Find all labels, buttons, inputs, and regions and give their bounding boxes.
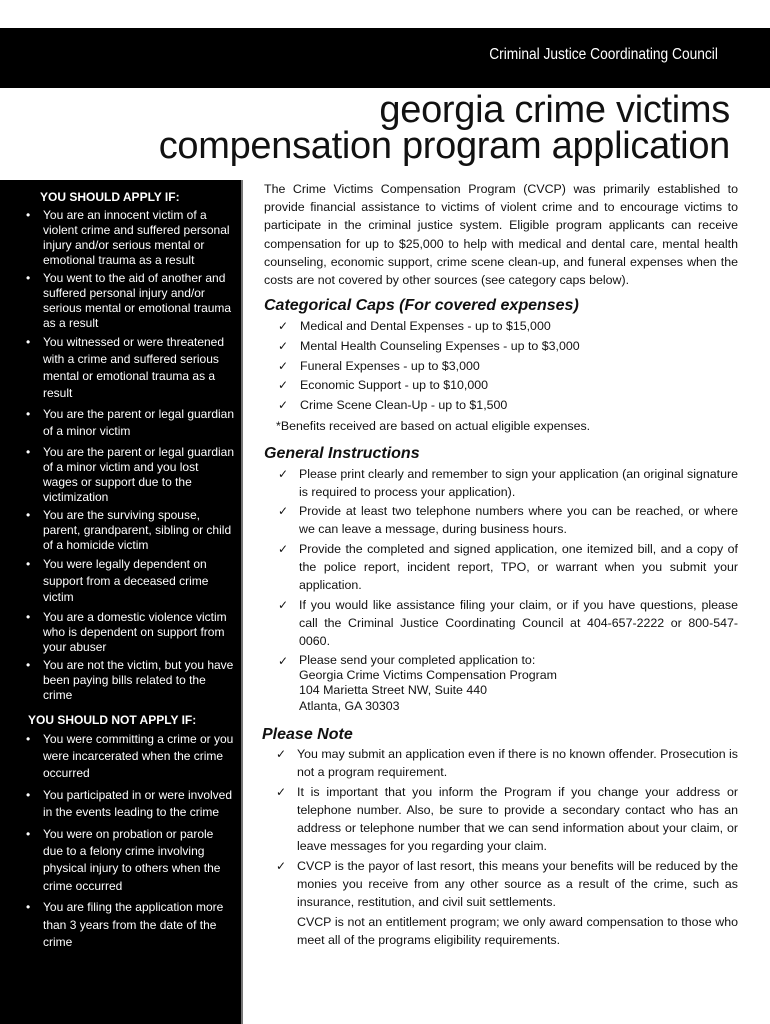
not-apply-item: • You were on probation or parole due to a felony crime involving physical injury to others when the crime occurred: [26, 826, 235, 896]
apply-item: • You are the parent or legal guardian of a minor victim: [26, 406, 235, 440]
please-note-heading: Please Note: [262, 726, 353, 744]
instruction-item: ✓ Please print clearly and remember to sign your application (an original signature is required to process your application).: [278, 466, 738, 502]
instructions-heading: General Instructions: [264, 445, 420, 463]
apply-item: • You went to the aid of another and suffered personal injury and/or serious mental or emotional trauma as a result: [26, 271, 235, 331]
cap-item: ✓ Economic Support - up to $10,000: [278, 376, 738, 396]
eligibility-sidebar: [0, 180, 243, 1024]
apply-item: • You witnessed or were threatened with a crime and suffered serious mental or emotional trauma as a result: [26, 334, 235, 402]
title-line-2: compensation program application: [158, 125, 730, 167]
note-item: ✓ It is important that you inform the Program if you change your address or telephone number. Also, be sure to provide a secondary contact who has an address or telephone number that we can send information about your claim, or leave messages for you regarding your claim.: [276, 784, 738, 856]
apply-list: [0, 208, 241, 703]
note-item: ✓ You may submit an application even if there is no known offender. Prosecution is not a program requirement.: [276, 746, 738, 782]
apply-item: • You are the parent or legal guardian of a minor victim and you lost wages or support due to the victimization: [26, 445, 235, 505]
organization-name: Criminal Justice Coordinating Council: [489, 46, 718, 63]
not-apply-heading: YOU SHOULD NOT APPLY IF:: [28, 712, 197, 727]
cap-item: ✓ Mental Health Counseling Expenses - up to $3,000: [278, 337, 738, 357]
apply-item: • You are not the victim, but you have been paying bills related to the crime: [26, 658, 235, 703]
final-note: CVCP is not an entitlement program; we only award compensation to those who meet all of the programs eligibility requirements.: [297, 914, 738, 947]
not-apply-item: • You were committing a crime or you were incarcerated when the crime occurred: [26, 731, 235, 783]
instruction-item: ✓ If you would like assistance filing your claim, or if you have questions, please call the Criminal Justice Coordinating Council at 404-657-2222 or 800-547-0060.: [278, 597, 738, 651]
instruction-item-send: [278, 653, 738, 715]
cap-item: ✓ Medical and Dental Expenses - up to $15,000: [278, 317, 738, 337]
title-line-1: georgia crime victims: [379, 89, 730, 131]
not-apply-item: • You participated in or were involved in the events leading to the crime: [26, 787, 235, 822]
address-line-1: Georgia Crime Victims Compensation Program: [299, 668, 558, 683]
main-content: [264, 180, 738, 949]
instructions-list: [264, 466, 738, 715]
page-title: [158, 89, 730, 167]
caps-heading: Categorical Caps (For covered expenses): [264, 297, 579, 315]
instruction-item: ✓ Provide the completed and signed application, one itemized bill, and a copy of the police report, incident report, TPO, or warrant when you submit your application.: [278, 541, 738, 595]
header-bar: [0, 28, 770, 88]
note-item: ✓ CVCP is the payor of last resort, this means your benefits will be reduced by the monies you receive from any other source as a result of the crime, such as insurance, restitution, and civil suit settlements.: [276, 858, 738, 912]
apply-item: • You are an innocent victim of a violent crime and suffered personal injury and/or serious mental or emotional trauma as a result: [26, 208, 235, 268]
apply-item: • You are the surviving spouse, parent, grandparent, sibling or child of a homicide victim: [26, 508, 235, 553]
cap-item: ✓ Crime Scene Clean-Up - up to $1,500: [278, 396, 738, 416]
apply-item: • You are a domestic violence victim who is dependent on support from your abuser: [26, 610, 235, 655]
caps-list: [264, 317, 738, 415]
intro-paragraph: The Crime Victims Compensation Program (CVCP) was primarily established to provide financial assistance to victims of violent crime and to encourage victims to participate in the criminal justice system. Eligible program applicants can receive compensation for up to $25,000 to help with medical and dental care, mental health counseling, economic support, crime scene clean-up, and funeral expenses when the costs are not covered by other sources (see category caps below).: [264, 182, 738, 288]
cap-item: ✓ Funeral Expenses - up to $3,000: [278, 357, 738, 377]
apply-heading: YOU SHOULD APPLY IF:: [40, 190, 180, 204]
instruction-item: ✓ Provide at least two telephone numbers where you can be reached, or where we can leave a message, during business hours.: [278, 503, 738, 539]
notes-list: [264, 746, 738, 911]
caps-note: *Benefits received are based on actual eligible expenses.: [276, 419, 591, 434]
send-text: ✓ Please send your completed application to:: [299, 652, 536, 667]
apply-item: • You were legally dependent on support from a deceased crime victim: [26, 556, 235, 606]
not-apply-item: • You are filing the application more than 3 years from the date of the crime: [26, 899, 235, 951]
address-line-3: Atlanta, GA 30303: [299, 698, 400, 713]
not-apply-list: [0, 731, 241, 952]
address-line-2: 104 Marietta Street NW, Suite 440: [299, 683, 488, 698]
